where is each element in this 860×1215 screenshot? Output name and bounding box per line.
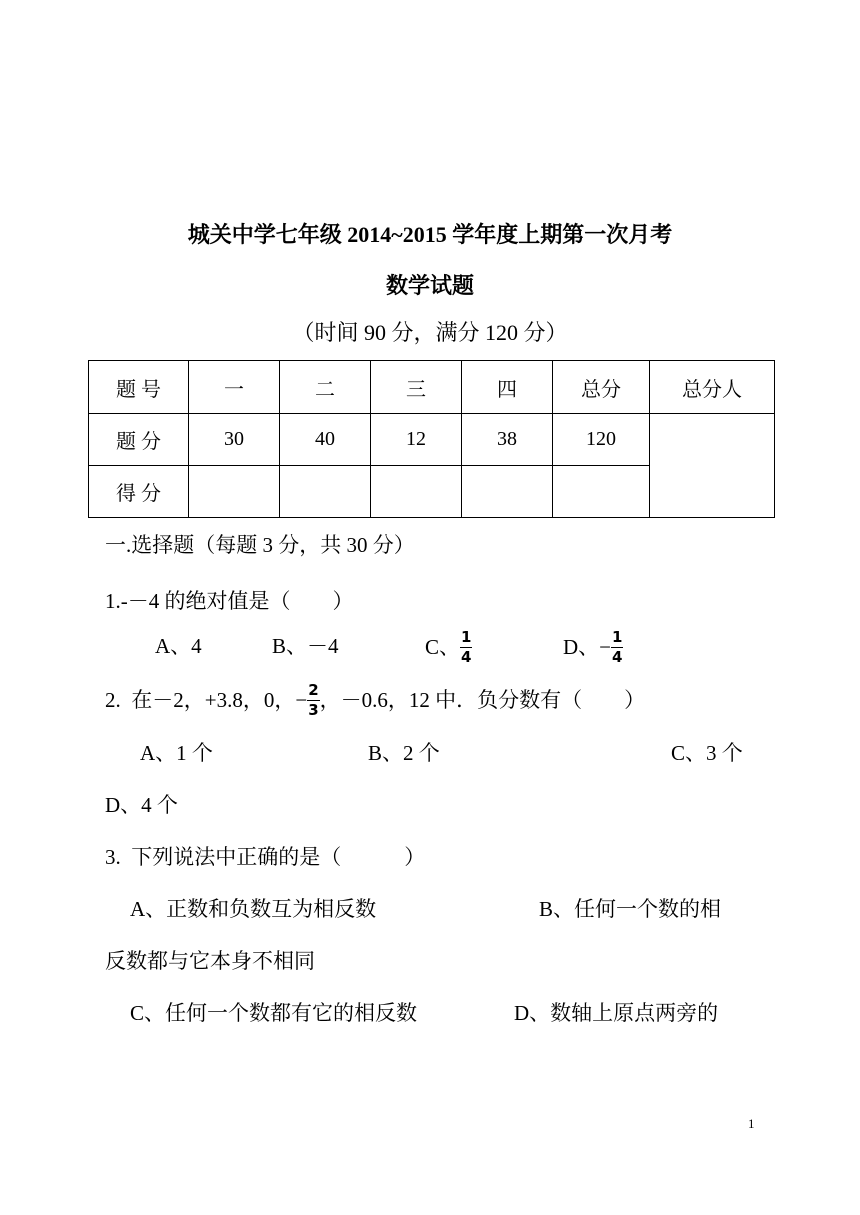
fraction-denominator: 3 — [308, 700, 319, 719]
table-cell-points: 120 — [553, 414, 650, 466]
q2-stem-after: ，－0.6，12 中．负分数有（ ） — [319, 687, 646, 712]
table-cell-score[interactable] — [462, 466, 553, 518]
table-cell-points: 12 — [371, 414, 462, 466]
q3-option-b-part2: 反数都与它本身不相同 — [105, 949, 315, 973]
exam-title: 城关中学七年级 2014~2015 学年度上期第一次月考 — [187, 222, 673, 247]
fraction-denominator: 4 — [612, 647, 623, 666]
fraction-numerator: 1 — [612, 627, 623, 646]
q1-option-d-prefix: D、− — [563, 634, 612, 659]
fraction — [611, 627, 623, 666]
table-cell-score[interactable] — [371, 466, 462, 518]
table-row-points — [89, 414, 775, 466]
table-cell-header: 四 — [462, 361, 553, 414]
q2-option-b: B、2 个 — [368, 741, 440, 765]
fraction-denominator: 4 — [461, 647, 472, 666]
table-cell-label: 题 分 — [89, 414, 189, 466]
exam-info: （时间 90 分，满分 120 分） — [292, 320, 568, 345]
table-cell-header: 三 — [371, 361, 462, 414]
table-cell-header: 总分 — [553, 361, 650, 414]
table-cell-score[interactable] — [553, 466, 650, 518]
fraction-numerator: 1 — [461, 627, 472, 646]
fraction — [460, 627, 472, 666]
table-cell-header: 二 — [280, 361, 371, 414]
q1-option-a: A、4 — [155, 634, 202, 658]
table-cell-points: 30 — [189, 414, 280, 466]
q2-stem-before: 2. 在－2，+3.8，0，− — [105, 687, 308, 712]
q3-option-d-part1: D、数轴上原点两旁的 — [514, 1001, 719, 1025]
question-2-stem — [105, 676, 645, 724]
q3-option-c: C、任何一个数都有它的相反数 — [130, 1001, 418, 1025]
exam-subtitle: 数学试题 — [385, 273, 474, 298]
table-cell-points: 40 — [280, 414, 371, 466]
table-cell-label: 得 分 — [89, 466, 189, 518]
q1-option-d — [563, 624, 623, 670]
table-cell-points: 38 — [462, 414, 553, 466]
section-heading: 一.选择题（每题 3 分，共 30 分） — [105, 533, 415, 557]
q2-option-c: C、3 个 — [671, 741, 743, 765]
q1-option-b: B、－4 — [272, 634, 339, 658]
q2-option-a: A、1 个 — [140, 741, 213, 765]
table-row-header — [89, 361, 775, 414]
q1-option-c — [425, 624, 472, 670]
q3-option-b-part1: B、任何一个数的相 — [539, 897, 722, 921]
table-cell-score[interactable] — [189, 466, 280, 518]
question-3-stem: 3. 下列说法中正确的是（ ） — [105, 845, 426, 869]
fraction-numerator: 2 — [308, 680, 319, 699]
fraction — [307, 680, 319, 719]
q1-option-c-prefix: C、 — [425, 634, 461, 659]
q2-option-d: D、4 个 — [105, 793, 178, 817]
table-cell-header: 题 号 — [89, 361, 189, 414]
page-number: 1 — [748, 1116, 755, 1131]
table-cell-score[interactable] — [280, 466, 371, 518]
table-cell-grader[interactable] — [650, 414, 775, 518]
score-table — [88, 360, 775, 518]
table-cell-header: 一 — [189, 361, 280, 414]
q3-option-a: A、正数和负数互为相反数 — [130, 897, 377, 921]
question-1-stem: 1.-－4 的绝对值是（ ） — [105, 589, 354, 613]
table-cell-header: 总分人 — [650, 361, 775, 414]
